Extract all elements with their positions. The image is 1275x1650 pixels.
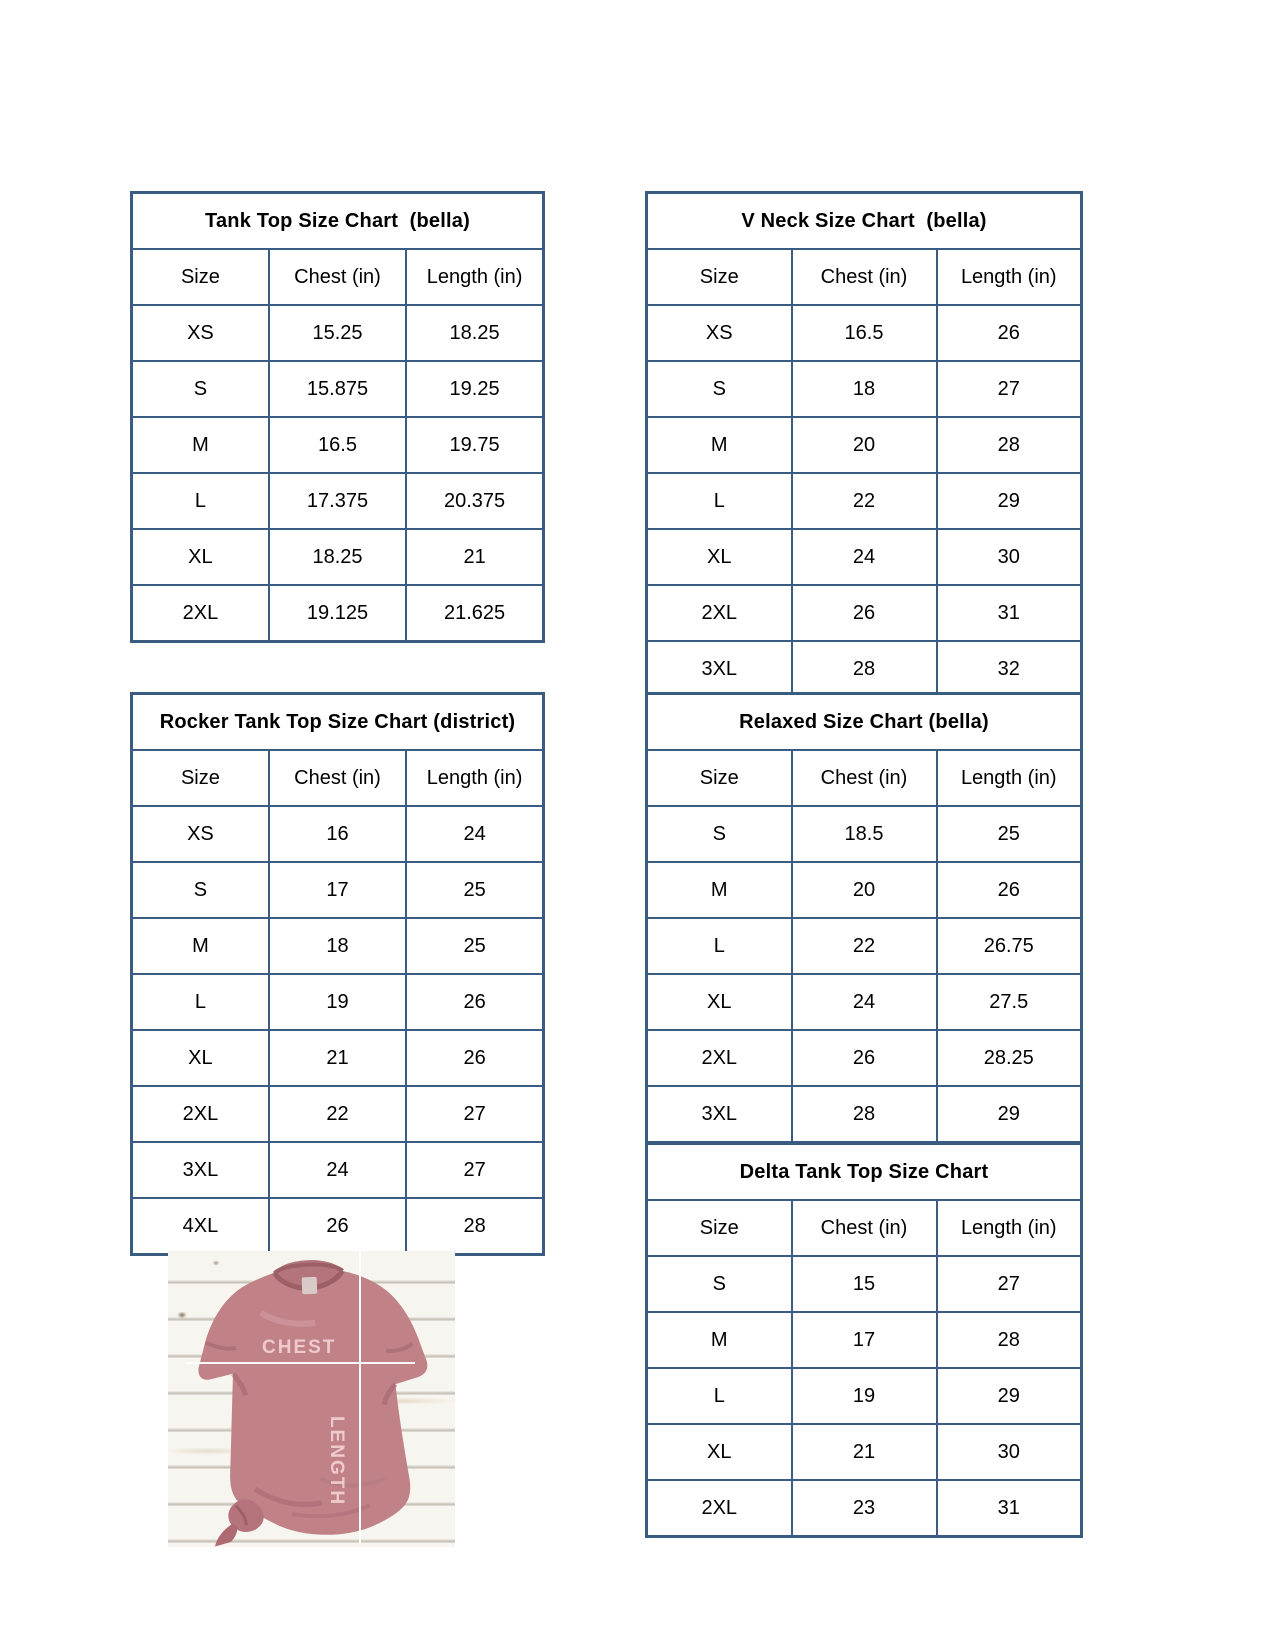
length-cell: 27 [937, 361, 1082, 417]
size-cell: 2XL [132, 585, 269, 642]
table-header-row [132, 249, 544, 305]
size-cell: XL [647, 529, 792, 585]
length-cell: 18.25 [406, 305, 543, 361]
size-row [647, 918, 1082, 974]
size-row [132, 529, 544, 585]
chest-cell: 17.375 [269, 473, 406, 529]
table-title-row [132, 193, 544, 250]
column-header-length-in: Length (in) [937, 750, 1082, 806]
table-title: Tank Top Size Chart (bella) [132, 193, 544, 250]
column-header-length-in: Length (in) [937, 249, 1082, 305]
length-cell: 27 [937, 1256, 1082, 1312]
size-row [647, 1086, 1082, 1143]
size-cell: M [132, 918, 269, 974]
chest-cell: 15.875 [269, 361, 406, 417]
size-cell: 3XL [647, 1086, 792, 1143]
size-cell: L [647, 473, 792, 529]
length-cell: 28.25 [937, 1030, 1082, 1086]
length-cell: 21.625 [406, 585, 543, 642]
size-row [132, 862, 544, 918]
length-cell: 27.5 [937, 974, 1082, 1030]
size-cell: S [647, 1256, 792, 1312]
chest-measurement-label: CHEST [262, 1337, 337, 1358]
size-row [132, 361, 544, 417]
column-header-size: Size [647, 1200, 792, 1256]
table-title-row [132, 694, 544, 751]
size-row [647, 1312, 1082, 1368]
chest-cell: 26 [792, 585, 937, 641]
table-title-row [647, 694, 1082, 751]
chest-cell: 15 [792, 1256, 937, 1312]
length-measurement-line [359, 1251, 361, 1543]
size-table-delta-tank-top [645, 1142, 1083, 1538]
chest-cell: 26 [269, 1198, 406, 1255]
chest-cell: 24 [792, 974, 937, 1030]
length-cell: 25 [406, 918, 543, 974]
size-row [647, 305, 1082, 361]
chest-cell: 16 [269, 806, 406, 862]
length-cell: 25 [406, 862, 543, 918]
length-cell: 32 [937, 641, 1082, 698]
column-header-chest-in: Chest (in) [269, 249, 406, 305]
length-cell: 31 [937, 585, 1082, 641]
size-cell: XS [132, 806, 269, 862]
chest-cell: 26 [792, 1030, 937, 1086]
size-cell: S [647, 361, 792, 417]
length-cell: 26 [406, 1030, 543, 1086]
size-row [132, 1198, 544, 1255]
tshirt-graphic [168, 1251, 455, 1547]
table-header-row [647, 1200, 1082, 1256]
length-cell: 25 [937, 806, 1082, 862]
length-cell: 19.75 [406, 417, 543, 473]
column-header-length-in: Length (in) [937, 1200, 1082, 1256]
column-header-size: Size [132, 750, 269, 806]
table-title: Delta Tank Top Size Chart [647, 1144, 1082, 1201]
tshirt-measurement-photo [168, 1251, 455, 1547]
table-header-row [132, 750, 544, 806]
chest-cell: 19.125 [269, 585, 406, 642]
size-cell: XL [132, 529, 269, 585]
column-header-chest-in: Chest (in) [792, 750, 937, 806]
size-row [647, 1368, 1082, 1424]
chest-cell: 21 [269, 1030, 406, 1086]
length-cell: 30 [937, 529, 1082, 585]
size-cell: XS [132, 305, 269, 361]
size-table-relaxed [645, 692, 1083, 1144]
chest-cell: 16.5 [792, 305, 937, 361]
size-cell: 2XL [132, 1086, 269, 1142]
size-cell: XL [647, 1424, 792, 1480]
size-cell: L [647, 1368, 792, 1424]
length-cell: 26 [937, 305, 1082, 361]
size-cell: XL [647, 974, 792, 1030]
length-cell: 29 [937, 1086, 1082, 1143]
table-title: V Neck Size Chart (bella) [647, 193, 1082, 250]
chest-cell: 19 [792, 1368, 937, 1424]
size-row [647, 1030, 1082, 1086]
size-table-v-neck [645, 191, 1083, 699]
size-cell: XS [647, 305, 792, 361]
chest-cell: 15.25 [269, 305, 406, 361]
chest-cell: 24 [792, 529, 937, 585]
size-cell: 2XL [647, 585, 792, 641]
size-table-tank-top [130, 191, 545, 643]
column-header-size: Size [132, 249, 269, 305]
table-header-row [647, 750, 1082, 806]
size-row [132, 417, 544, 473]
column-header-length-in: Length (in) [406, 750, 543, 806]
chest-cell: 22 [792, 473, 937, 529]
size-cell: 2XL [647, 1480, 792, 1537]
chest-cell: 20 [792, 417, 937, 473]
size-cell: L [132, 974, 269, 1030]
size-cell: L [132, 473, 269, 529]
chest-cell: 21 [792, 1424, 937, 1480]
length-cell: 29 [937, 473, 1082, 529]
column-header-chest-in: Chest (in) [269, 750, 406, 806]
chest-cell: 18.5 [792, 806, 937, 862]
length-cell: 28 [937, 1312, 1082, 1368]
size-cell: M [647, 417, 792, 473]
chest-cell: 16.5 [269, 417, 406, 473]
size-row [647, 1424, 1082, 1480]
table-header-row [647, 249, 1082, 305]
length-cell: 28 [406, 1198, 543, 1255]
size-row [647, 585, 1082, 641]
size-row [132, 1142, 544, 1198]
size-cell: XL [132, 1030, 269, 1086]
length-cell: 20.375 [406, 473, 543, 529]
size-cell: L [647, 918, 792, 974]
chest-cell: 17 [792, 1312, 937, 1368]
chest-cell: 19 [269, 974, 406, 1030]
size-row [647, 473, 1082, 529]
length-measurement-label: LENGTH [326, 1415, 347, 1507]
size-row [647, 361, 1082, 417]
size-table-rocker-tank-top [130, 692, 545, 1256]
length-cell: 19.25 [406, 361, 543, 417]
size-cell: 3XL [132, 1142, 269, 1198]
size-row [647, 417, 1082, 473]
size-row [132, 473, 544, 529]
column-header-chest-in: Chest (in) [792, 1200, 937, 1256]
size-row [647, 1480, 1082, 1537]
length-cell: 30 [937, 1424, 1082, 1480]
length-cell: 26.75 [937, 918, 1082, 974]
length-cell: 27 [406, 1142, 543, 1198]
chest-cell: 22 [792, 918, 937, 974]
size-cell: S [132, 862, 269, 918]
size-row [132, 974, 544, 1030]
chest-cell: 22 [269, 1086, 406, 1142]
size-cell: S [132, 361, 269, 417]
chest-cell: 28 [792, 641, 937, 698]
size-row [132, 918, 544, 974]
table-title-row [647, 193, 1082, 250]
table-title: Relaxed Size Chart (bella) [647, 694, 1082, 751]
length-cell: 24 [406, 806, 543, 862]
size-cell: 2XL [647, 1030, 792, 1086]
column-header-length-in: Length (in) [406, 249, 543, 305]
length-cell: 26 [937, 862, 1082, 918]
column-header-size: Size [647, 249, 792, 305]
table-title: Rocker Tank Top Size Chart (district) [132, 694, 544, 751]
chest-cell: 28 [792, 1086, 937, 1143]
length-cell: 31 [937, 1480, 1082, 1537]
size-cell: M [647, 862, 792, 918]
chest-cell: 23 [792, 1480, 937, 1537]
length-cell: 21 [406, 529, 543, 585]
chest-cell: 24 [269, 1142, 406, 1198]
chest-cell: 20 [792, 862, 937, 918]
size-row [647, 529, 1082, 585]
size-cell: 4XL [132, 1198, 269, 1255]
chest-cell: 18 [269, 918, 406, 974]
size-row [132, 1030, 544, 1086]
size-cell: M [647, 1312, 792, 1368]
size-row [647, 641, 1082, 698]
column-header-size: Size [647, 750, 792, 806]
length-cell: 26 [406, 974, 543, 1030]
chest-cell: 17 [269, 862, 406, 918]
length-cell: 29 [937, 1368, 1082, 1424]
size-row [132, 305, 544, 361]
size-row [647, 806, 1082, 862]
size-row [647, 1256, 1082, 1312]
size-cell: M [132, 417, 269, 473]
size-row [647, 862, 1082, 918]
table-title-row [647, 1144, 1082, 1201]
length-cell: 27 [406, 1086, 543, 1142]
size-row [647, 974, 1082, 1030]
chest-measurement-line [185, 1362, 415, 1364]
chest-cell: 18.25 [269, 529, 406, 585]
size-row [132, 1086, 544, 1142]
size-row [132, 806, 544, 862]
size-cell: 3XL [647, 641, 792, 698]
size-cell: S [647, 806, 792, 862]
size-row [132, 585, 544, 642]
length-cell: 28 [937, 417, 1082, 473]
chest-cell: 18 [792, 361, 937, 417]
column-header-chest-in: Chest (in) [792, 249, 937, 305]
